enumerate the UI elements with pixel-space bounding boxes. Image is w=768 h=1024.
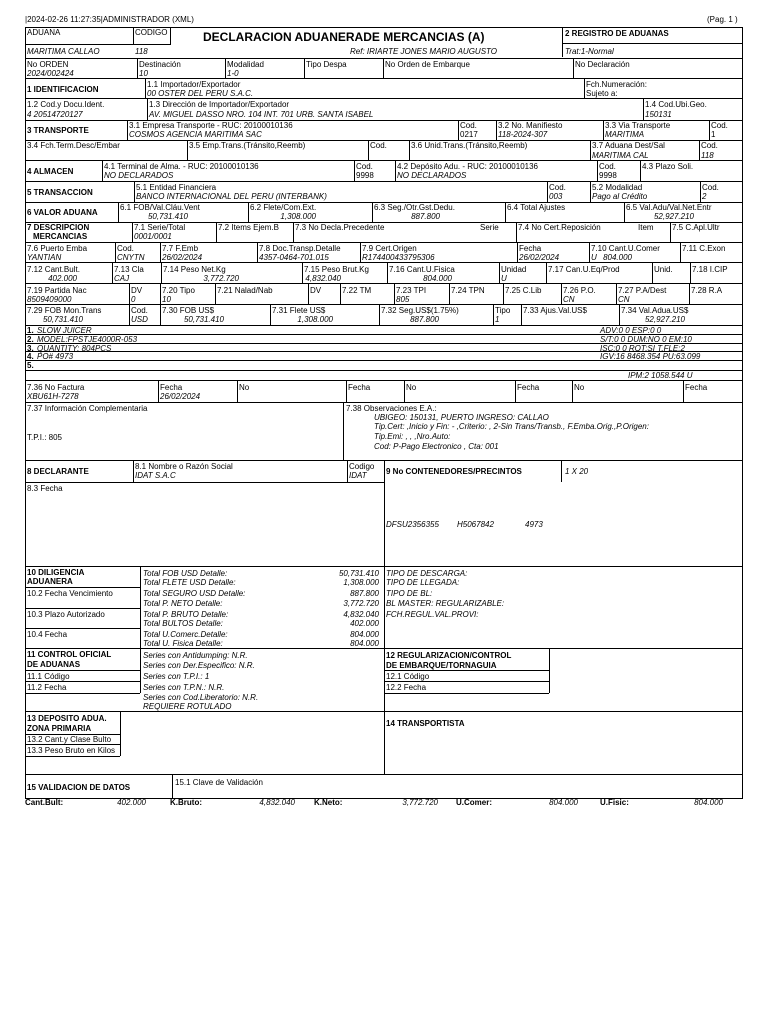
print-timestamp: |2024-02-26 11:27:35|ADMINISTRADOR (XML)	[25, 15, 194, 24]
total-label: Total SEGURO USD Detalle:	[143, 589, 246, 598]
cant-comer-label: 7.10 Cant.U.Comer	[591, 244, 660, 253]
container-ref: 4973	[525, 520, 543, 529]
codigo-label: Codigo	[349, 462, 375, 471]
val-adu-value: 52,927.210	[653, 212, 694, 221]
section-title: 3 TRANSPORTE	[27, 126, 89, 135]
decla-label: 7.3 No Decla.Precedente	[295, 223, 385, 232]
section-title: 7 DESCRIPCION	[27, 223, 90, 232]
no4-label: No	[574, 383, 585, 392]
manifiesto-value: 118-2024-307	[498, 130, 548, 139]
fecha4-label: Fecha	[685, 383, 708, 392]
aduana-dest-value: MARITIMA CAL	[592, 151, 649, 160]
peso-label: 13.3 Peso Bruto en Kilos	[27, 746, 116, 755]
destinacion-label: Destinación	[139, 60, 181, 69]
cod4-label: Cod.	[701, 141, 718, 150]
total-value: 3,772.720	[343, 599, 379, 608]
icip-label: 7.18 I.CIP	[692, 265, 728, 274]
bulto-label: 13.2 Cant.y Clase Bulto	[27, 735, 112, 744]
section-subtitle: DE ADUANAS	[27, 660, 81, 669]
cod-value: 9998	[356, 171, 374, 180]
contenedores-count: 1 X 20	[565, 467, 589, 476]
flete-value: 1,308.000	[280, 212, 316, 221]
codigo-label: 11.1 Código	[27, 672, 70, 681]
series-note: Series con T.P.I.: 1	[143, 672, 210, 681]
cod2-value: 9998	[599, 171, 617, 180]
total-label: Total P. NETO Detalle:	[143, 599, 223, 608]
ajus-label: 7.33 Ajus.Val.US$	[523, 306, 587, 315]
seg-us-value: 887.800	[410, 315, 439, 324]
fob-mon-value: 50,731.410	[42, 315, 83, 324]
terminal-label: 4.1 Terminal de Alma. - RUC: 20100010136	[104, 162, 259, 171]
item-label: Item	[638, 223, 654, 232]
fch-numeracion-label: Fch.Numeración:	[586, 80, 647, 89]
nombre-label: 8.1 Nombre o Razón Social	[135, 462, 233, 471]
precinto-number: H5067842	[457, 520, 494, 529]
series-note: Series con T.P.N.: N.R.	[143, 683, 225, 692]
section-title: 1 IDENTIFICACION	[27, 85, 99, 94]
val-adu-label: 6.5 Val.Adu/Val.Net.Entr	[626, 203, 712, 212]
total-label: Total U.Comerc.Detalle:	[143, 630, 228, 639]
obs-line: Tip.Cert: ,Inicio y Fin: - ,Criterio: , 2-Sin Trans/Transb., F.Emba.Orig.,P.Origen:	[374, 422, 649, 431]
cant-comer-value: 804.000	[603, 253, 632, 262]
aduana-dest-label: 3.7 Aduana Dest/Sal	[592, 141, 665, 150]
emp-trans-label: 3.5 Emp.Trans.(Tránsito,Reemb)	[189, 141, 306, 150]
cant-fisica-value: 804.000	[423, 274, 452, 283]
cant-bult-label: 7.12 Cant.Bult.	[27, 265, 80, 274]
total-value: 4,832.040	[343, 610, 379, 619]
contenedores-label: 9 No CONTENEDORES/PRECINTOS	[386, 467, 522, 476]
plazo-label: 4.3 Plazo Soli.	[642, 162, 694, 171]
tipo-despa-label: Tipo Despa	[306, 60, 347, 69]
unid-label: Unid.	[654, 265, 673, 274]
cod-value: 0217	[460, 130, 478, 139]
peso-brut-value: 4,832.040	[305, 274, 341, 283]
terminal-value: NO DECLARADOS	[104, 171, 174, 180]
cod3-label: Cod.	[370, 141, 387, 150]
total-value: 50,731.410	[338, 569, 379, 578]
po-value: CN	[563, 295, 575, 304]
importador-value: 00 OSTER DEL PERU S.A.C.	[147, 89, 254, 98]
regularizacion-title: 12 REGULARIZACION/CONTROL	[386, 651, 512, 660]
line-number: 2.	[27, 335, 34, 344]
aduana-value: MARITIMA CALLAO	[27, 47, 100, 56]
fecha-label: 8.3 Fecha	[27, 484, 63, 493]
line-text: MODEL:FPSTJE4000R-053	[37, 335, 138, 344]
section-title: 11 CONTROL OFICIAL	[27, 650, 112, 659]
dv-label: DV	[131, 286, 143, 295]
kneto-label: K.Neto:	[314, 798, 343, 807]
cod2-label: Cod.	[702, 183, 719, 192]
cod-value: CNYTN	[117, 253, 145, 262]
cant-comer-unit: U	[591, 253, 597, 262]
cod2-value: 1	[711, 130, 716, 139]
fob-label: 6.1 FOB/Val.Cláu.Vent	[120, 203, 200, 212]
val-adua-label: 7.34 Val.Adua.US$	[621, 306, 689, 315]
total-value: 887.800	[350, 589, 379, 598]
obs-line: Tip.Emi: , , ,Nro.Auto:	[374, 432, 451, 441]
fob-us-value: 50,731.410	[183, 315, 224, 324]
cert-origen-value: R174400433795306	[362, 253, 435, 262]
cod2-label: Cod.	[131, 306, 148, 315]
empresa-value: COSMOS AGENCIA MARITIMA SAC	[129, 130, 262, 139]
codigo-label: CODIGO	[135, 28, 168, 37]
transportista-label: 14 TRANSPORTISTA	[386, 719, 465, 728]
direccion-value: AV. MIGUEL DASSO NRO. 104 INT. 701 URB. SANTA ISABEL	[149, 110, 374, 119]
entidad-label: 5.1 Entidad Financiera	[136, 183, 217, 192]
plazo-label: 10.3 Plazo Autorizado	[27, 610, 105, 619]
destinacion-value: 10	[139, 69, 148, 78]
via-label: 3.3 Via Transporte	[605, 121, 671, 130]
cod2-value: USD	[131, 315, 148, 324]
unidad-label: Unidad	[501, 265, 527, 274]
info-label: 7.37 Información Complementaria	[27, 404, 148, 413]
exon-label: 7.11 C.Exon	[682, 244, 726, 253]
series-note: Series con Der.Especifico: N.R.	[143, 661, 255, 670]
cant-bult-value: 402.000	[117, 798, 146, 807]
cod-label: Cod.	[356, 162, 373, 171]
ubigeo-label: 1.4 Cod.Ubi.Geo.	[645, 100, 707, 109]
total-label: Total BULTOS Detalle:	[143, 619, 223, 628]
tipo2-value: 1	[495, 315, 500, 324]
contenedor-number: DFSU2356355	[386, 520, 439, 529]
tipo2-label: Tipo	[495, 306, 511, 315]
line-tax-info: S/T:0 0 DUM:NO 0 EM:10	[600, 335, 692, 344]
dv-value: 0	[131, 295, 136, 304]
fob-us-label: 7.30 FOB US$	[162, 306, 215, 315]
line-tax-info: IGV:16 8468.354 PU:63.099	[600, 352, 701, 361]
section-title: 5 TRANSACCION	[27, 188, 93, 197]
pa-label: 7.27 P.A/Dest	[618, 286, 667, 295]
cert-origen-label: 7.9 Cert.Origen	[362, 244, 417, 253]
kbruto-label: K.Bruto:	[170, 798, 202, 807]
modalidad-value: 1-0	[227, 69, 239, 78]
via-value: MARITIMA	[605, 130, 645, 139]
deposito-label: 4.2 Depósito Adu. - RUC: 20100010136	[397, 162, 538, 171]
doc-ident-value: 4 20514720127	[27, 110, 83, 119]
deposito-value: NO DECLARADOS	[397, 171, 467, 180]
entidad-value: BANCO INTERNACIONAL DEL PERU (INTERBANK)	[136, 192, 327, 201]
series-note: REQUIERE ROTULADO	[143, 702, 232, 711]
orden-embarque-label: No Orden de Embarque	[385, 60, 470, 69]
flete-us-value: 1,308.000	[297, 315, 333, 324]
ucomer-value: 804.000	[549, 798, 578, 807]
fecha-label: Fecha	[160, 383, 183, 392]
sujeto-label: Sujeto a:	[586, 89, 618, 98]
doc-transp-value: 4357-0464-701.015	[259, 253, 329, 262]
direccion-label: 1.3 Dirección de Importador/Exportador	[149, 100, 290, 109]
serie-label: 7.1 Serie/Total	[134, 223, 186, 232]
line-tax-info: ADV:0 0 ESP:0 0	[600, 326, 662, 335]
tm-label: 7.22 TM	[342, 286, 372, 295]
doc-transp-label: 7.8 Doc.Transp.Detalle	[259, 244, 341, 253]
partida-value: 8509409000	[27, 295, 72, 304]
fecha-label: 10.4 Fecha	[27, 630, 68, 639]
tpn-label: 7.24 TPN	[451, 286, 485, 295]
total-label: Total P. BRUTO Detalle:	[143, 610, 229, 619]
tpi-note: T.P.I.: 805	[27, 433, 62, 442]
registro-label: 2 REGISTRO DE ADUANAS	[565, 29, 669, 38]
total-label: Total FOB USD Detalle:	[143, 569, 228, 578]
total-label: Total FLETE USD Detalle:	[143, 578, 236, 587]
total-value: 804.000	[350, 639, 379, 648]
total-value: 804.000	[350, 630, 379, 639]
line-tax-info: ISC:0 0 ROT:SI T.FLE:2	[600, 344, 685, 353]
tpi-value: 805	[396, 295, 410, 304]
section-title: 13 DEPOSITO ADUA.	[27, 714, 107, 723]
tratamiento: Trat:1-Normal	[565, 47, 614, 56]
total-value: 1,308.000	[343, 578, 379, 587]
tipo-descarga: TIPO DE DESCARGA:	[386, 569, 468, 578]
no-orden-label: No ORDEN	[27, 60, 69, 69]
tipo-llegada: TIPO DE LLEGADA:	[386, 578, 460, 587]
cert-rep-label: 7.4 No Cert.Reposición	[518, 223, 601, 232]
manifiesto-label: 3.2 No. Manifiesto	[498, 121, 563, 130]
seguro-value: 887.800	[411, 212, 440, 221]
femb-label: 7.7 F.Emb	[162, 244, 199, 253]
seguro-label: 6.3 Seg./Otr.Gst.Dedu.	[374, 203, 455, 212]
fch-regul: FCH.REGUL.VAL.PROVI:	[386, 610, 479, 619]
cant-bult-value: 402.000	[48, 274, 77, 283]
serie2-label: Serie	[480, 223, 499, 232]
obs-line: UBIGEO: 150131, PUERTO INGRESO: CALLAO	[374, 413, 549, 422]
no-factura-value: XBU61H-7278	[27, 392, 79, 401]
partida-label: 7.19 Partida Nac	[27, 286, 87, 295]
codigo-value: IDAT	[349, 471, 367, 480]
regularizacion-subtitle: DE EMBARQUE/TORNAGUIA	[386, 661, 497, 670]
section-subtitle: MERCANCIAS	[33, 232, 88, 241]
tpi-label: 7.23 TPI	[396, 286, 427, 295]
eq-prod-label: 7.17 Can.U.Eq/Prod	[548, 265, 620, 274]
cod4-value: 118	[701, 151, 714, 160]
line-number: 1.	[27, 326, 34, 335]
ufisic-value: 804.000	[694, 798, 723, 807]
flete-us-label: 7.31 Flete US$	[272, 306, 326, 315]
peso-brut-label: 7.15 Peso Brut.Kg	[304, 265, 369, 274]
line-text: QUANTITY: 804PCS	[37, 344, 112, 353]
series-note: Series con Cod.Liberatorio: N.R.	[143, 693, 259, 702]
ra-label: 7.28 R.A	[691, 286, 723, 295]
no-factura-label: 7.36 No Factura	[27, 383, 85, 392]
line-tax-info: IPM:2 1058.544 U	[628, 371, 693, 380]
tipo-bl: TIPO DE BL:	[386, 589, 433, 598]
ufisic-label: U.Fisic:	[600, 798, 629, 807]
fecha-label: 11.2 Fecha	[27, 683, 67, 692]
unidad-value: U	[501, 274, 507, 283]
cod-value: 003	[549, 192, 563, 201]
empresa-label: 3.1 Empresa Transporte - RUC: 20100010136	[129, 121, 293, 130]
line-number: 5.	[27, 361, 34, 370]
fecha-value: 26/02/2024	[160, 392, 201, 401]
serie-value: 0001/0001	[134, 232, 172, 241]
cod-label: Cod.	[117, 244, 134, 253]
puerto-label: 7.6 Puerto Emba	[27, 244, 88, 253]
peso-net-value: 3,772.720	[203, 274, 239, 283]
fecha3-label: Fecha	[517, 383, 540, 392]
section-title: 10 DILIGENCIA	[27, 568, 85, 577]
no-declaracion-label: No Declaración	[575, 60, 630, 69]
page-number: (Pag. 1 )	[707, 15, 738, 24]
section-subtitle: ZONA PRIMARIA	[27, 724, 92, 733]
ucomer-label: U.Comer:	[456, 798, 493, 807]
ajustes-label: 6.4 Total Ajustes	[507, 203, 566, 212]
fecha2-label: Fecha	[348, 383, 371, 392]
doc-ident-label: 1.2 Cod.y Docu.Ident.	[27, 100, 105, 109]
importador-label: 1.1 Importador/Exportador	[147, 80, 241, 89]
cant-bult-label: Cant.Bult:	[25, 798, 64, 807]
reference: Ref: IRIARTE JONES MARIO AUGUSTO	[350, 47, 497, 56]
dv2-label: DV	[310, 286, 322, 295]
line-number: 3.	[27, 344, 34, 353]
unid-trans-label: 3.6 Unid.Trans.(Tránsito,Reemb)	[411, 141, 528, 150]
tipo-value: 10	[162, 295, 171, 304]
no-orden-value: 2024/002424	[27, 69, 74, 78]
section-subtitle: ADUANERA	[27, 577, 73, 586]
po-label: 7.26 P.O.	[563, 286, 596, 295]
nombre-value: IDAT S.A.C	[135, 471, 176, 480]
fob-mon-label: 7.29 FOB Mon.Trans	[27, 306, 102, 315]
flete-label: 6.2 Flete/Com.Ext.	[250, 203, 317, 212]
modalidad-value: Pago al Crédito	[592, 192, 648, 201]
cla-value: CAJ	[114, 274, 130, 283]
fecha-label: Fecha	[519, 244, 542, 253]
cant-fisica-label: 7.16 Cant.U.Fisica	[389, 265, 455, 274]
document-title: DECLARACION ADUANERADE MERCANCIAS (A)	[203, 30, 485, 44]
section-title: 4 ALMACEN	[27, 167, 74, 176]
section-title: 8 DECLARANTE	[27, 467, 89, 476]
line-number: 4.	[27, 352, 34, 361]
line-text: SLOW JUICER	[37, 326, 92, 335]
kbruto-value: 4,832.040	[259, 798, 295, 807]
obs-label: 7.38 Observaciones E.A.:	[346, 404, 437, 413]
peso-net-label: 7.14 Peso Net.Kg	[163, 265, 226, 274]
clib-label: 7.25 C.Lib	[505, 286, 542, 295]
fch-term-label: 3.4 Fch.Term.Desc/Embar	[27, 141, 120, 150]
vencimiento-label: 10.2 Fecha Vencimiento	[27, 589, 113, 598]
total-label: Total U. Fisica Detalle:	[143, 639, 223, 648]
femb-value: 26/02/2024	[162, 253, 203, 262]
kneto-value: 3,772.720	[402, 798, 438, 807]
modalidad-label: Modalidad	[227, 60, 264, 69]
val-adua-value: 52,927.210	[644, 315, 685, 324]
apl-label: 7.5 C.Apl.Ultr	[672, 223, 720, 232]
tipo-label: 7.20 Tipo	[162, 286, 195, 295]
series-note: Series con Antidumping: N.R.	[143, 651, 248, 660]
pa-value: CN	[618, 295, 630, 304]
line-text: PO# 4973	[37, 352, 74, 361]
aduana-label: ADUANA	[27, 28, 61, 37]
obs-line: Cod: P-Pago Electronico , Cta: 001	[374, 442, 499, 451]
cod2-label: Cod.	[599, 162, 616, 171]
fecha-value: 26/02/2024	[519, 253, 560, 262]
puerto-value: YANTIAN	[27, 253, 62, 262]
no2-label: No	[239, 383, 250, 392]
items-label: 7.2 Items Ejem.B	[218, 223, 279, 232]
cla-label: 7.13 Cla	[114, 265, 144, 274]
section-title: 6 VALOR ADUANA	[27, 208, 98, 217]
cod-label: Cod.	[549, 183, 566, 192]
section-title: 15 VALIDACION DE DATOS	[27, 783, 131, 792]
seg-us-label: 7.32 Seg.US$(1.75%)	[381, 306, 459, 315]
reg-fecha-label: 12.2 Fecha	[386, 683, 427, 692]
nalad-label: 7.21 Nalad/Nab	[217, 286, 273, 295]
codigo-value: 118	[135, 47, 148, 56]
cod-label: Cod.	[460, 121, 477, 130]
reg-codigo-label: 12.1 Código	[386, 672, 430, 681]
ubigeo-value: 150131	[645, 110, 672, 119]
cod2-value: 2	[702, 192, 707, 201]
modalidad-label: 5.2 Modalidad	[592, 183, 643, 192]
cod2-label: Cod.	[711, 121, 728, 130]
bl-master: BL MASTER: REGULARIZABLE:	[386, 599, 505, 608]
clave-label: 15.1 Clave de Validación	[175, 778, 263, 787]
total-value: 402.000	[350, 619, 379, 628]
no3-label: No	[406, 383, 417, 392]
fob-value: 50,731.410	[147, 212, 188, 221]
